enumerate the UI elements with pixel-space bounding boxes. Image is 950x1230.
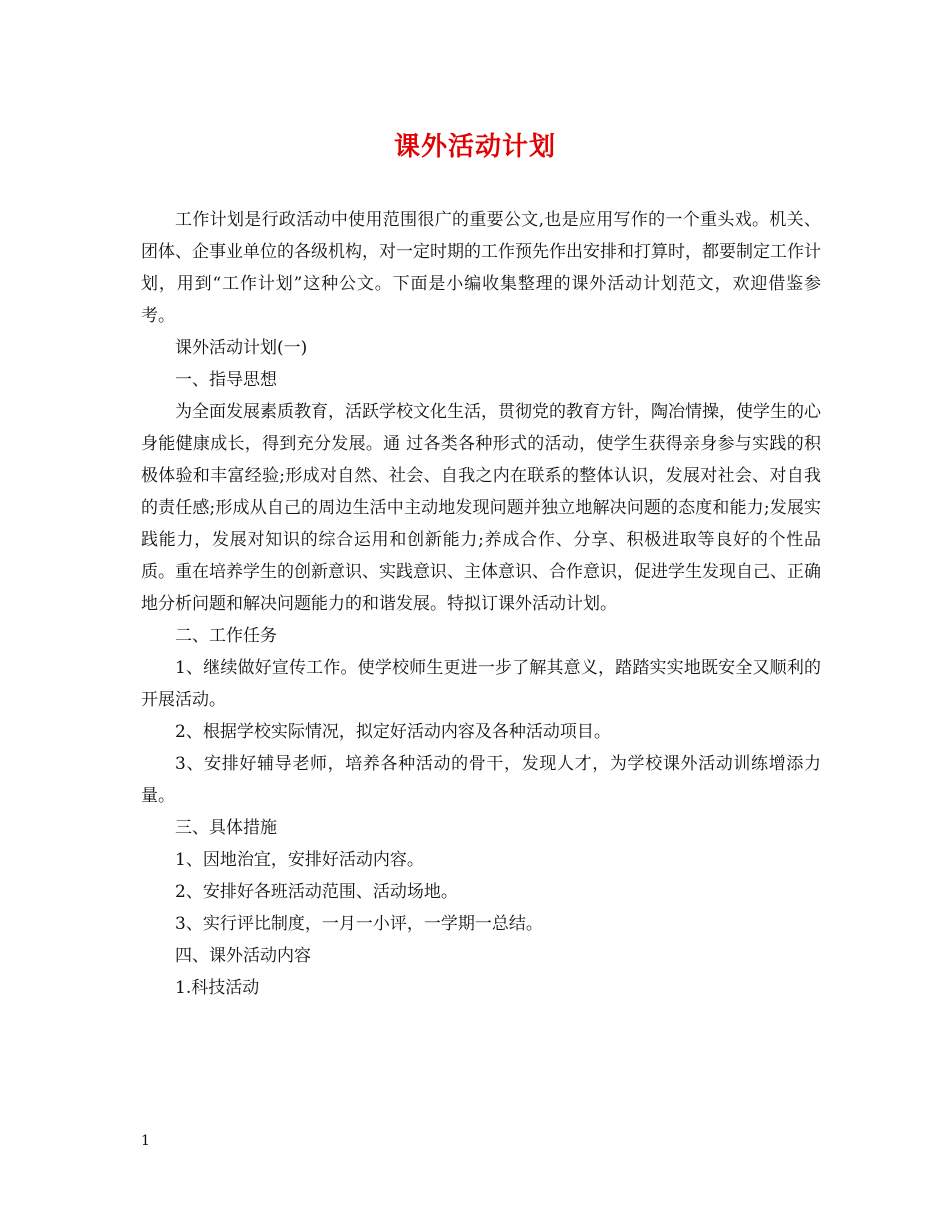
task-item-3: 3、安排好辅导老师，培养各种活动的骨干，发现人才，为学校课外活动训练增添力量。	[141, 754, 821, 806]
task-item-1: 1、继续做好宣传工作。使学校师生更进一步了解其意义，踏踏实实地既安全又顺利的开展活动。	[141, 658, 821, 710]
task-item-2: 2、根据学校实际情况，拟定好活动内容及各种活动项目。	[175, 722, 611, 742]
section-heading-measures: 三、具体措施	[175, 818, 277, 838]
activity-item-1: 1.科技活动	[175, 978, 260, 998]
measure-item-3: 3、实行评比制度，一月一小评，一学期一总结。	[175, 914, 543, 934]
section-heading-activities: 四、课外活动内容	[175, 946, 311, 966]
document-body	[141, 204, 821, 1004]
measure-item-2: 2、安排好各班活动范围、活动场地。	[175, 882, 458, 902]
section-heading-tasks: 二、工作任务	[175, 626, 277, 646]
document-title: 课外活动计划	[393, 132, 556, 162]
page-number: 1	[141, 1133, 150, 1149]
paragraph-guiding-thought: 为全面发展素质教育，活跃学校文化生活，贯彻党的教育方针，陶冶情操，使学生的心身能健康成长，得到充分发展。通 过各类各种形式的活动，使学生获得亲身参与实践的积极体验和丰富经验;形成对自然、社会、自我之内在联系的整体认识，发展对社会、对自我的责任感;形成从自己的周边生活中主动地发现问题并独立地解决问题的态度和能力;发展实践能力，发展对知识的综合运用和创新能力;养成合作、分享、积极进取等良好的个性品 质。重在培养学生的创新意识、实践意识、主体意识、合作意识，促进学生发现自己、正确地分析问题和解决问题能力的和谐发展。特拟订课外活动计划。	[141, 402, 821, 614]
measure-item-1: 1、因地治宜，安排好活动内容。	[175, 850, 424, 870]
paragraph-intro: 工作计划是行政活动中使用范围很广的重要公文,也是应用写作的一个重头戏。机关、团体、企事业单位的各级机构，对一定时期的工作预先作出安排和打算时，都要制定工作计划，用到“工作计划”这种公文。下面是小编收集整理的课外活动计划范文，欢迎借鉴参考。	[141, 210, 821, 326]
section-heading-plan-one: 课外活动计划(一)	[175, 338, 308, 358]
section-heading-guiding-thought: 一、指导思想	[175, 370, 277, 390]
